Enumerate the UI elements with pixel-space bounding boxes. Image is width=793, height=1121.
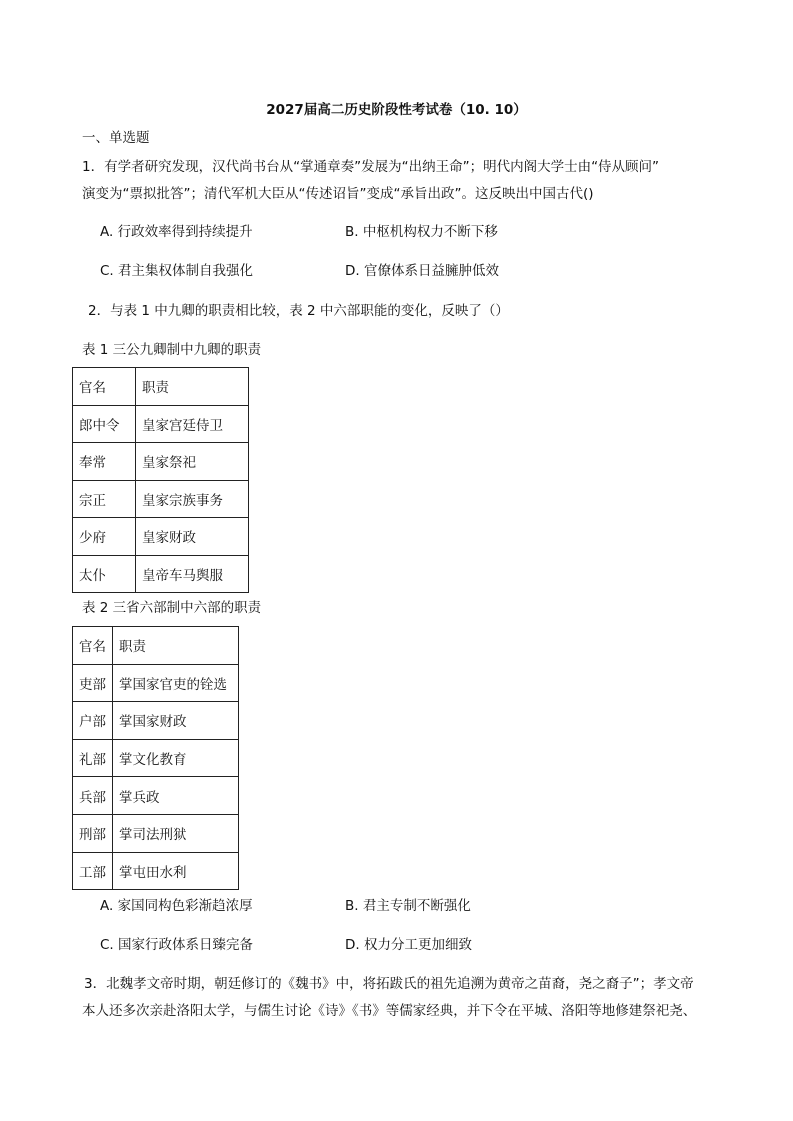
table-row bbox=[73, 555, 249, 593]
q1-option-a[interactable]: A. 行政效率得到持续提升 bbox=[100, 224, 253, 240]
q1-option-d[interactable]: D. 官僚体系日益臃肿低效 bbox=[345, 263, 499, 279]
table-row bbox=[73, 664, 239, 702]
q2-option-b[interactable]: B. 君主专制不断强化 bbox=[345, 898, 471, 914]
table-cell: 掌国家官吏的铨选 bbox=[113, 664, 239, 702]
table-1-nine-ministers bbox=[72, 367, 249, 593]
table-cell: 皇家财政 bbox=[136, 518, 249, 556]
table-cell: 掌文化教育 bbox=[113, 739, 239, 777]
table-2-six-ministries bbox=[72, 626, 239, 890]
table-cell: 掌司法刑狱 bbox=[113, 814, 239, 852]
table-header-cell: 官名 bbox=[73, 368, 136, 406]
table1-caption: 表 1 三公九卿制中九卿的职责 bbox=[82, 342, 262, 358]
table-header-row bbox=[73, 627, 239, 665]
table-cell: 奉常 bbox=[73, 443, 136, 481]
q3-stem-line1: 3．北魏孝文帝时期，朝廷修订的《魏书》中，将拓跋氏的祖先追溯为黄帝之苗裔，尧之裔子”；孝文帝 bbox=[84, 976, 694, 992]
table-row bbox=[73, 814, 239, 852]
table-cell: 户部 bbox=[73, 702, 113, 740]
q1-stem-line2: 演变为“票拟批答”；清代军机大臣从“传述诏旨”变成“承旨出政”。这反映出中国古代() bbox=[82, 186, 594, 202]
table-cell: 工部 bbox=[73, 852, 113, 890]
table-row bbox=[73, 739, 239, 777]
table-cell: 太仆 bbox=[73, 555, 136, 593]
q2-option-c[interactable]: C. 国家行政体系日臻完备 bbox=[100, 937, 254, 953]
table-cell: 宗正 bbox=[73, 480, 136, 518]
table-header-row bbox=[73, 368, 249, 406]
table-cell: 皇家祭祀 bbox=[136, 443, 249, 481]
table-header-cell: 官名 bbox=[73, 627, 113, 665]
q1-option-c[interactable]: C. 君主集权体制自我强化 bbox=[100, 263, 254, 279]
table-cell: 少府 bbox=[73, 518, 136, 556]
table2-caption: 表 2 三省六部制中六部的职责 bbox=[82, 600, 262, 616]
table-cell: 皇家宗族事务 bbox=[136, 480, 249, 518]
table-cell: 吏部 bbox=[73, 664, 113, 702]
q1-stem-line1: 1．有学者研究发现，汉代尚书台从“掌通章奏”发展为“出纳王命”；明代内阁大学士由“侍从顾问” bbox=[82, 159, 660, 175]
table-row bbox=[73, 405, 249, 443]
table-row bbox=[73, 777, 239, 815]
exam-title: 2027届高二历史阶段性考试卷（10. 10） bbox=[266, 102, 527, 118]
table-header-cell: 职责 bbox=[136, 368, 249, 406]
table-row bbox=[73, 443, 249, 481]
q2-option-d[interactable]: D. 权力分工更加细致 bbox=[345, 937, 472, 953]
q1-option-b[interactable]: B. 中枢机构权力不断下移 bbox=[345, 224, 498, 240]
table-cell: 礼部 bbox=[73, 739, 113, 777]
table-header-cell: 职责 bbox=[113, 627, 239, 665]
table-cell: 皇帝车马舆服 bbox=[136, 555, 249, 593]
q2-option-a[interactable]: A. 家国同构色彩渐趋浓厚 bbox=[100, 898, 253, 914]
q3-stem-line2: 本人还多次亲赴洛阳太学，与儒生讨论《诗》《书》等儒家经典，并下令在平城、洛阳等地修建祭祀尧、 bbox=[82, 1003, 697, 1019]
table-row bbox=[73, 480, 249, 518]
table-cell: 兵部 bbox=[73, 777, 113, 815]
table-cell: 皇家宫廷侍卫 bbox=[136, 405, 249, 443]
q2-stem: 2．与表 1 中九卿的职责相比较，表 2 中六部职能的变化，反映了（） bbox=[88, 303, 509, 319]
table-row bbox=[73, 702, 239, 740]
table-cell: 郎中令 bbox=[73, 405, 136, 443]
table-row bbox=[73, 518, 249, 556]
table-cell: 掌屯田水利 bbox=[113, 852, 239, 890]
table-cell: 刑部 bbox=[73, 814, 113, 852]
table-cell: 掌兵政 bbox=[113, 777, 239, 815]
table-row bbox=[73, 852, 239, 890]
table-cell: 掌国家财政 bbox=[113, 702, 239, 740]
section-heading: 一、单选题 bbox=[82, 130, 150, 146]
